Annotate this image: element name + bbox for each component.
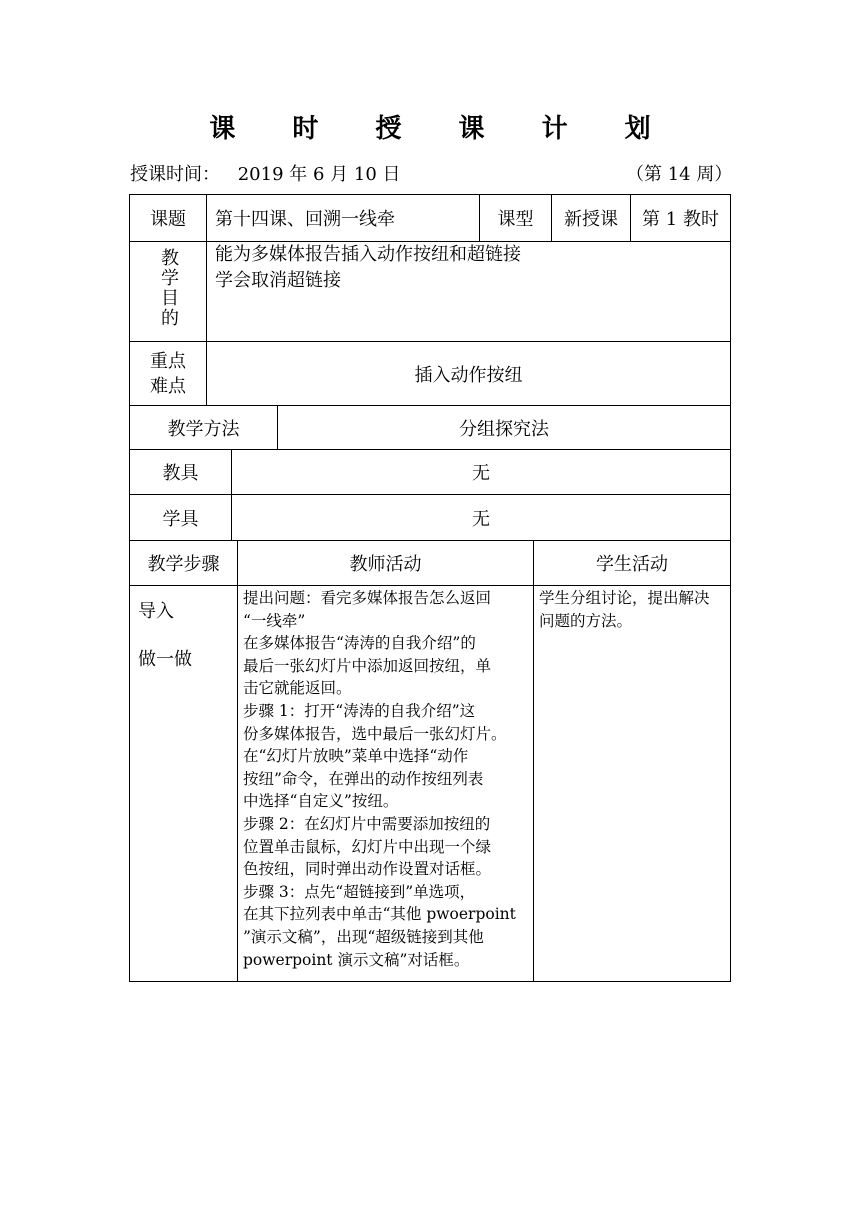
student-activity-header: 学生活动 (596, 554, 668, 575)
method-label: 教学方法 (167, 418, 240, 440)
key-points-label-line: 重点 (150, 350, 186, 372)
student-tools-label: 学具 (162, 508, 199, 530)
teacher-line: 步骤 2：在幻灯片中需要添加按纽的 (243, 814, 491, 833)
steps-header: 教学步骤 (147, 554, 220, 575)
lesson-table (129, 194, 731, 982)
teacher-line: 提出问题：看完多媒体报告怎么返回 (243, 589, 492, 607)
objective-label: 教学目的 (158, 248, 179, 328)
date-label: 授课时间： (130, 164, 220, 185)
teacher-line: ”演示文稿”，出现“超级链接到其他 (243, 927, 484, 946)
date-line (130, 160, 401, 186)
key-points-value: 插入动作按纽 (414, 364, 523, 386)
teacher-line: 最后一张幻灯片中添加返回按纽，单 (243, 656, 492, 675)
topic-label: 课题 (150, 209, 186, 230)
key-points-label-line: 难点 (150, 375, 186, 397)
step-label: 做一做 (138, 649, 192, 670)
teacher-line: 按纽”命令，在弹出的动作按纽列表 (243, 769, 484, 788)
teacher-line: 击它就能返回。 (243, 679, 352, 698)
topic-value: 第十四课、回溯一线牵 (215, 209, 395, 230)
key-points-label (130, 342, 206, 405)
objective-line: 能为多媒体报告插入动作按纽和超链接 (215, 244, 521, 265)
student-activity-content (539, 587, 729, 632)
objective-line: 学会取消超链接 (215, 270, 341, 291)
teacher-tools-label: 教具 (162, 463, 199, 484)
step-label: 导入 (138, 601, 174, 622)
teacher-line: 在“幻灯片放映”菜单中选择“动作 (243, 747, 469, 766)
teacher-line: “一线牵” (243, 611, 306, 630)
week-label: （第 14 周） (626, 164, 733, 185)
student-line: 学生分组讨论，提出解决 (539, 589, 710, 607)
teacher-tools-value: 无 (472, 463, 490, 484)
page-title: 课 时 授 课 计 划 (209, 114, 675, 144)
teacher-line: 步骤 1：打开“涛涛的自我介绍”这 (243, 701, 476, 720)
teacher-line: 在多媒体报告“涛涛的自我介绍”的 (243, 634, 476, 653)
student-tools-value: 无 (472, 508, 490, 530)
teacher-line: powerpoint 演示文稿”对话框。 (243, 950, 470, 969)
objective-content (215, 242, 725, 341)
steps-list (138, 597, 234, 671)
type-label: 课型 (497, 209, 534, 230)
teacher-line: 位置单击鼠标，幻灯片中出现一个绿 (243, 837, 492, 856)
date-value: 2019 年 6 月 10 日 (237, 164, 401, 185)
teacher-line: 在其下拉列表中单击“其他 pwoerpoint (243, 905, 516, 924)
teacher-activity-header: 教师活动 (349, 554, 422, 575)
type-value: 新授课 (564, 209, 618, 230)
teacher-line: 份多媒体报告，选中最后一张幻灯片。 (243, 724, 507, 743)
method-value: 分组探究法 (459, 418, 549, 440)
teacher-line: 色按纽，同时弹出动作设置对话框。 (243, 860, 492, 879)
teacher-activity-content (243, 587, 531, 971)
period-value: 第 1 教时 (642, 209, 719, 230)
student-line: 问题的方法。 (539, 611, 633, 630)
teacher-line: 中选择“自定义”按纽。 (243, 792, 399, 811)
teacher-line: 步骤 3：点先“超链接到”单选项， (243, 882, 476, 901)
